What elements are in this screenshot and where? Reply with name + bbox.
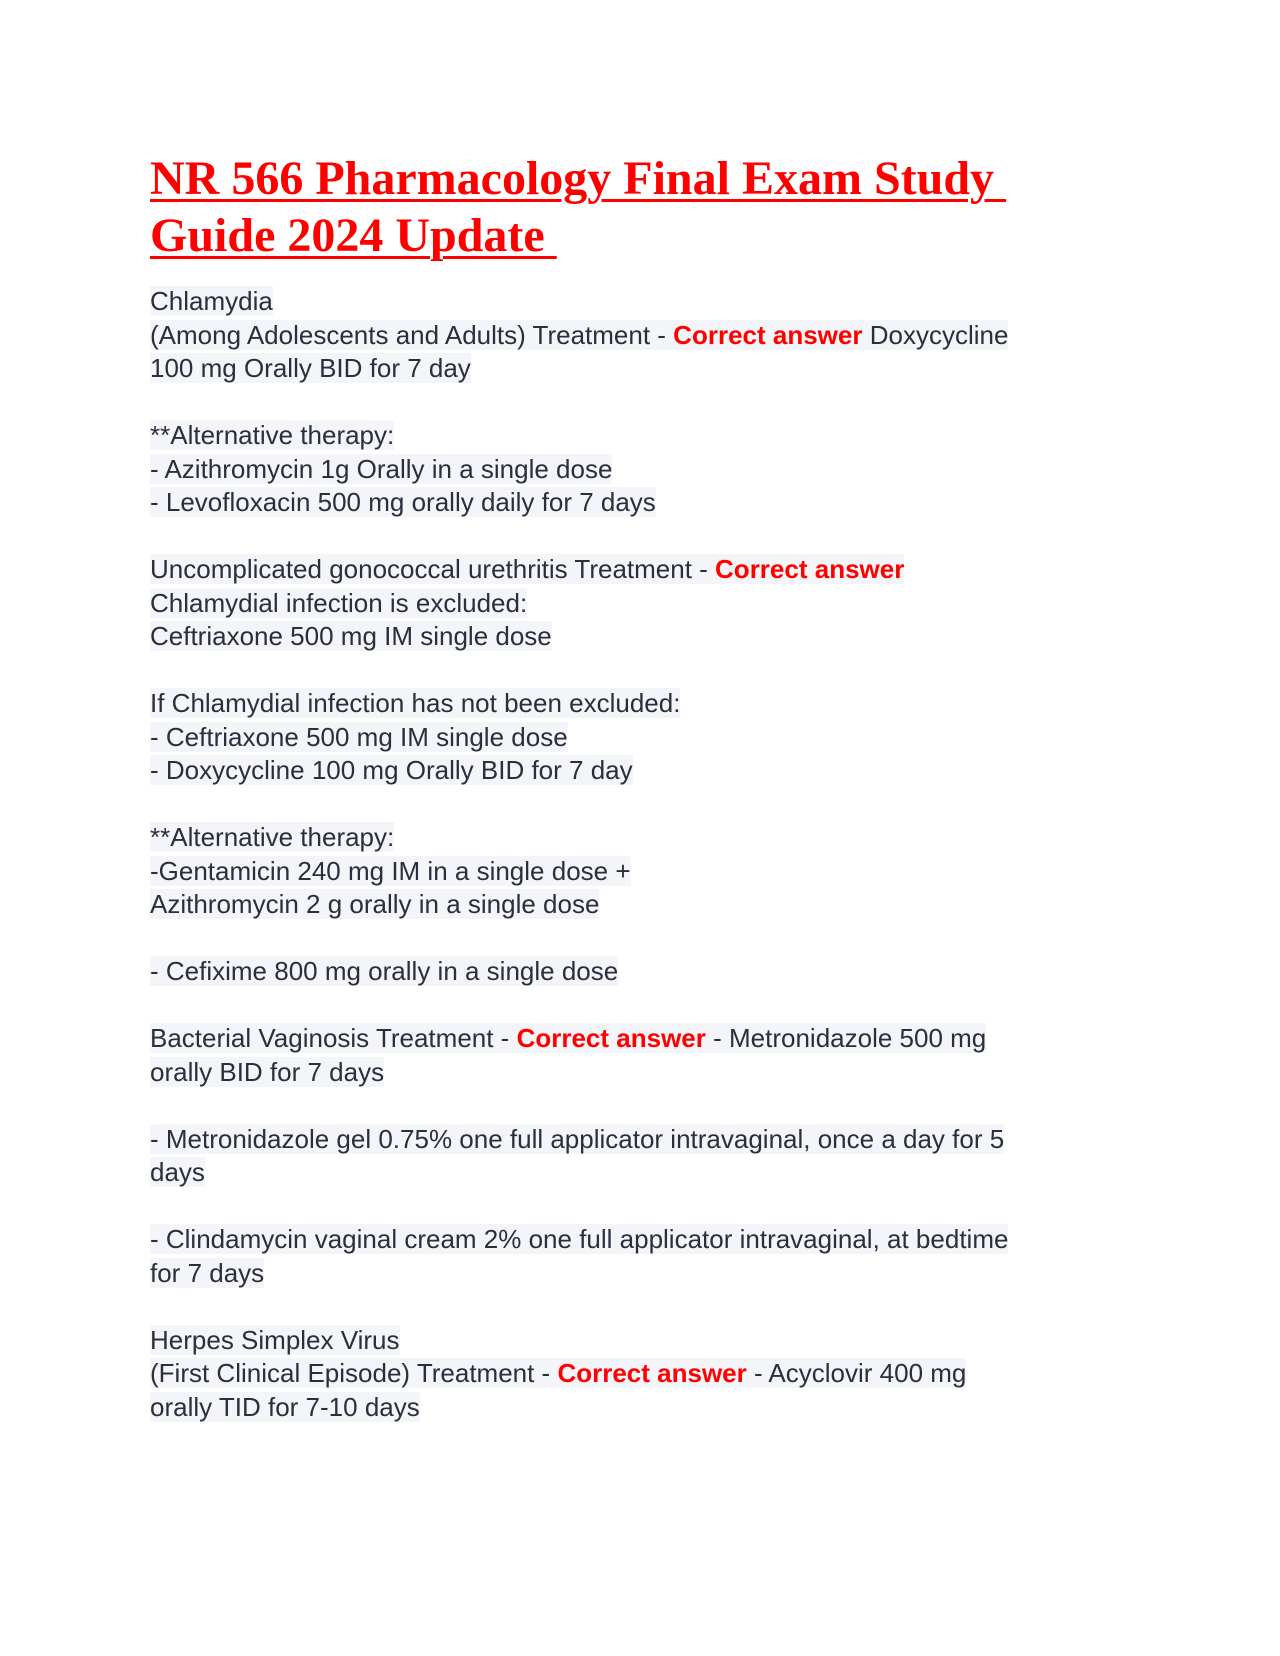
document-body <box>150 285 1130 1424</box>
qa-paragraph <box>150 687 1130 788</box>
question-text: (First Clinical Episode) Treatment - <box>150 1358 558 1388</box>
text-line <box>150 888 1130 922</box>
line-text: - Cefixime 800 mg orally in a single dose <box>150 956 619 986</box>
answer-text: - Metronidazole 500 mg <box>705 1023 987 1053</box>
paragraph-spacer <box>150 989 1130 1023</box>
line-text: - Clindamycin vaginal cream 2% one full applicator intravaginal, at bedtime <box>150 1224 1009 1254</box>
text-line <box>150 1156 1130 1190</box>
text-line <box>150 285 1130 319</box>
correct-answer-label: Correct answer <box>516 1023 706 1053</box>
qa-paragraph <box>150 955 1130 989</box>
question-text: Uncomplicated gonococcal urethritis Treatment - <box>150 554 716 584</box>
line-text: 100 mg Orally BID for 7 day <box>150 353 471 383</box>
qa-paragraph <box>150 1324 1130 1425</box>
answer-text: - Acyclovir 400 mg <box>746 1358 967 1388</box>
qa-paragraph <box>150 1123 1130 1190</box>
line-text: Herpes Simplex Virus <box>150 1324 400 1355</box>
question-answer-line <box>150 1023 986 1053</box>
qa-paragraph <box>150 1223 1130 1290</box>
text-line <box>150 1123 1130 1157</box>
qa-paragraph <box>150 553 1130 654</box>
line-text: days <box>150 1157 205 1187</box>
qa-paragraph <box>150 821 1130 922</box>
document-page <box>150 150 1130 1424</box>
text-line <box>150 587 1130 621</box>
text-line <box>150 1391 1130 1425</box>
text-line <box>150 453 1130 487</box>
question-answer-line <box>150 554 904 584</box>
line-text: If Chlamydial infection has not been excluded: <box>150 688 681 718</box>
question-text: (Among Adolescents and Adults) Treatment - <box>150 319 674 350</box>
paragraph-spacer <box>150 922 1130 956</box>
line-text: - Azithromycin 1g Orally in a single dose <box>150 453 613 484</box>
text-line <box>150 821 1130 855</box>
line-text: - Ceftriaxone 500 mg IM single dose <box>150 721 568 752</box>
line-text: - Metronidazole gel 0.75% one full applicator intravaginal, once a day for 5 <box>150 1123 1005 1154</box>
line-text: -Gentamicin 240 mg IM in a single dose + <box>150 855 631 886</box>
title-line-2: Guide 2024 Update <box>150 209 557 262</box>
title-line-1: NR 566 Pharmacology Final Exam Study <box>150 152 1007 205</box>
paragraph-spacer <box>150 788 1130 822</box>
text-line <box>150 1324 1130 1358</box>
text-line <box>150 1056 1130 1090</box>
line-text: Azithromycin 2 g orally in a single dose <box>150 889 600 919</box>
text-line <box>150 687 1130 721</box>
line-text: Chlamydial infection is excluded: <box>150 587 528 618</box>
question-answer-line <box>150 1358 966 1388</box>
line-text: - Levofloxacin 500 mg orally daily for 7 days <box>150 487 656 517</box>
line-text: - Doxycycline 100 mg Orally BID for 7 day <box>150 755 633 785</box>
document-title <box>150 150 1130 264</box>
correct-answer-label: Correct answer <box>557 1358 747 1388</box>
line-text: orally TID for 7-10 days <box>150 1391 420 1422</box>
text-line <box>150 553 1130 587</box>
text-line <box>150 721 1130 755</box>
question-answer-line <box>150 320 1008 350</box>
paragraph-spacer <box>150 386 1130 420</box>
text-line <box>150 319 1130 353</box>
paragraph-spacer <box>150 1089 1130 1123</box>
text-line <box>150 754 1130 788</box>
text-line <box>150 1257 1130 1291</box>
paragraph-spacer <box>150 654 1130 688</box>
text-line <box>150 620 1130 654</box>
line-text: Ceftriaxone 500 mg IM single dose <box>150 621 552 651</box>
line-text: **Alternative therapy: <box>150 822 395 852</box>
text-line <box>150 1022 1130 1056</box>
text-line <box>150 419 1130 453</box>
text-line <box>150 352 1130 386</box>
line-text: **Alternative therapy: <box>150 420 395 450</box>
paragraph-spacer <box>150 1190 1130 1224</box>
text-line <box>150 855 1130 889</box>
text-line <box>150 955 1130 989</box>
correct-answer-label: Correct answer <box>715 554 905 584</box>
question-text: Bacterial Vaginosis Treatment - <box>150 1023 517 1053</box>
paragraph-spacer <box>150 1290 1130 1324</box>
qa-paragraph <box>150 285 1130 386</box>
line-text: for 7 days <box>150 1257 265 1288</box>
text-line <box>150 1357 1130 1391</box>
qa-paragraph <box>150 1022 1130 1089</box>
line-text: orally BID for 7 days <box>150 1056 385 1087</box>
qa-paragraph <box>150 419 1130 520</box>
answer-text: Doxycycline <box>862 319 1009 350</box>
paragraph-spacer <box>150 520 1130 554</box>
line-text: Chlamydia <box>150 286 273 316</box>
text-line <box>150 1223 1130 1257</box>
correct-answer-label: Correct answer <box>673 319 863 350</box>
text-line <box>150 486 1130 520</box>
